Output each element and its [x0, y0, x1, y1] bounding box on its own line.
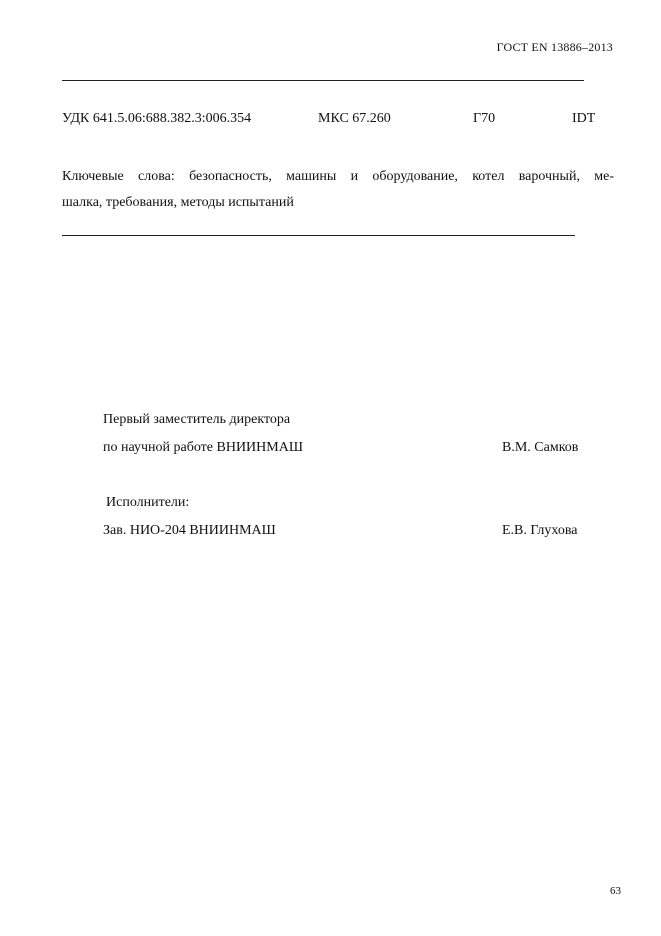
classification-group: Г70: [473, 111, 496, 126]
top-divider: [62, 80, 584, 81]
udk-code: УДК 641.5.06:688.382.3:006.354: [62, 111, 252, 126]
executors-label: Исполнители:: [106, 495, 190, 510]
executor-title: Зав. НИО-204 ВНИИНМАШ: [103, 523, 276, 538]
keywords-line-1: Ключевые слова: безопасность, машины и оборудование, котел варочный, ме-: [62, 169, 614, 184]
mks-code: МКС 67.260: [318, 111, 391, 126]
executor-name: Е.В. Глухова: [502, 523, 578, 538]
director-title-line-1: Первый заместитель директора: [103, 412, 291, 427]
keywords-line-2: шалка, требования, методы испытаний: [62, 195, 294, 210]
equivalence-degree: IDT: [572, 111, 596, 126]
director-name: В.М. Самков: [502, 440, 579, 455]
director-title-line-2: по научной работе ВНИИНМАШ: [103, 440, 303, 455]
standard-code: ГОСТ EN 13886–2013: [496, 40, 613, 54]
keywords-paragraph: [62, 164, 614, 216]
page-number: 63: [610, 885, 621, 897]
bottom-divider: [62, 235, 575, 236]
